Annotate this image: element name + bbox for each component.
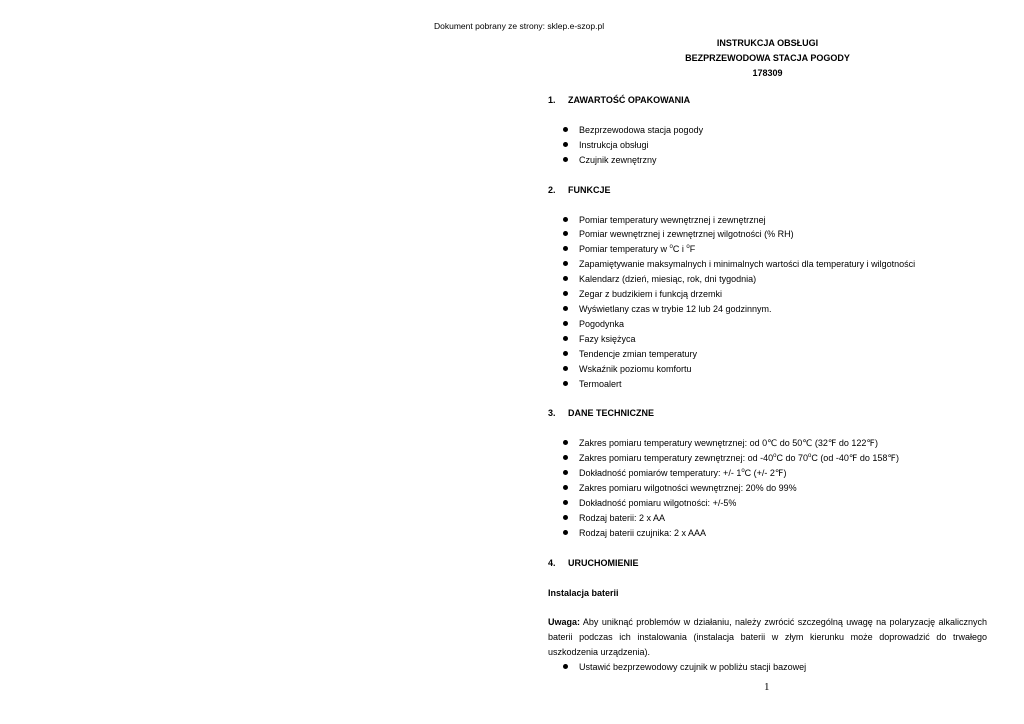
list-item	[548, 496, 987, 511]
list-item	[548, 123, 987, 138]
bullet-icon	[563, 157, 568, 162]
note-text: Aby uniknąć problemów w działaniu, należy zwrócić szczególną uwagę na polaryzację alkalicznych baterii podczas ich instalowania (instalacja baterii w złym kierunku może doprowadzić do trwałego uszkodzenia urządzenia).	[548, 617, 987, 658]
list-item-text: Wskaźnik poziomu komfortu	[579, 363, 692, 374]
bullet-list	[548, 123, 987, 168]
section-title: FUNKCJE	[568, 184, 611, 195]
section-number: 1.	[548, 95, 556, 105]
section-title: URUCHOMIENIE	[568, 557, 639, 568]
bullet-icon	[563, 231, 568, 236]
bullet-icon	[563, 142, 568, 147]
list-item-text: Pomiar temperatury wewnętrznej i zewnętrznej	[579, 214, 766, 225]
bullet-icon	[563, 127, 568, 132]
list-item	[548, 242, 987, 257]
list-item-text: Zapamiętywanie maksymalnych i minimalnych wartości dla temperatury i wilgotności	[579, 259, 916, 270]
bullet-icon	[563, 515, 568, 520]
note-label: Uwaga:	[548, 617, 581, 628]
bullet-list	[548, 213, 987, 392]
list-item	[548, 511, 987, 526]
list-item	[548, 377, 987, 392]
bullet-icon	[563, 217, 568, 222]
list-item-text: Dokładność pomiarów temperatury: +/- 1$^o$C (+/- 2℉)	[579, 468, 787, 479]
list-item-text: Bezprzewodowa stacja pogody	[579, 124, 704, 135]
list-item	[548, 317, 987, 332]
list-item	[548, 466, 987, 481]
document-body	[548, 93, 987, 690]
document-subtitle: BEZPRZEWODOWA STACJA POGODY	[685, 53, 850, 63]
bullet-icon	[563, 470, 568, 475]
list-item	[548, 332, 987, 347]
list-item-text: Rodzaj baterii czujnika: 2 x AAA	[579, 527, 707, 538]
list-item-text: Pomiar temperatury w $^o$C i $^o$F	[579, 244, 696, 255]
bullet-list	[548, 436, 987, 540]
list-item	[548, 660, 987, 675]
list-item	[548, 362, 987, 377]
list-item-text: Kalendarz (dzień, miesiąc, rok, dni tygodnia)	[579, 274, 757, 285]
list-item	[548, 227, 987, 242]
list-item	[548, 153, 987, 168]
bullet-icon	[563, 291, 568, 296]
section-heading	[548, 183, 987, 198]
list-item	[548, 347, 987, 362]
bullet-list	[548, 660, 987, 675]
list-item-text: Ustawić bezprzewodowy czujnik w pobliżu stacji bazowej	[579, 662, 807, 673]
bullet-icon	[563, 246, 568, 251]
list-item	[548, 302, 987, 317]
bullet-icon	[563, 261, 568, 266]
list-item-text: Zakres pomiaru temperatury wewnętrznej: od 0℃ do 50℃ (32℉ do 122℉)	[579, 438, 878, 449]
section-title: ZAWARTOŚĆ OPAKOWANIA	[568, 95, 691, 105]
section-heading	[548, 93, 987, 108]
subsection-heading: Instalacja baterii	[548, 587, 619, 598]
bullet-icon	[563, 276, 568, 281]
bullet-icon	[563, 440, 568, 445]
bullet-icon	[563, 664, 568, 669]
list-item-text: Tendencje zmian temperatury	[579, 348, 698, 359]
list-item-text: Pogodynka	[579, 318, 625, 329]
list-item	[548, 213, 987, 228]
document-title-block	[548, 36, 987, 81]
list-item	[548, 272, 987, 287]
list-item-text: Fazy księżyca	[579, 333, 636, 344]
bullet-icon	[563, 381, 568, 386]
list-item-text: Zakres pomiaru temperatury zewnętrznej: od -40$^o$C do 70$^o$C (od -40℉ do 158℉)	[579, 453, 899, 464]
bullet-icon	[563, 366, 568, 371]
bullet-icon	[563, 485, 568, 490]
list-item-text: Zakres pomiaru wilgotności wewnętrznej: 20% do 99%	[579, 483, 797, 494]
bullet-icon	[563, 351, 568, 356]
bullet-icon	[563, 455, 568, 460]
list-item	[548, 481, 987, 496]
list-item-text: Zegar z budzikiem i funkcją drzemki	[579, 289, 723, 300]
bullet-icon	[563, 336, 568, 341]
bullet-icon	[563, 321, 568, 326]
list-item	[548, 257, 987, 272]
section-heading	[548, 406, 987, 421]
section-number: 2.	[548, 184, 556, 195]
list-item	[548, 287, 987, 302]
list-item-text: Instrukcja obsługi	[579, 139, 649, 150]
list-item-text: Dokładność pomiaru wilgotności: +/-5%	[579, 497, 737, 508]
bullet-icon	[563, 306, 568, 311]
list-item	[548, 526, 987, 541]
section-number: 4.	[548, 557, 556, 568]
section-title: DANE TECHNICZNE	[568, 408, 655, 419]
list-item	[548, 138, 987, 153]
section-number: 3.	[548, 408, 556, 419]
warning-note	[548, 615, 987, 660]
page-number: 1	[764, 681, 770, 693]
list-item-text: Termoalert	[579, 378, 622, 389]
list-item-text: Pomiar wewnętrznej i zewnętrznej wilgotności (% RH)	[579, 229, 794, 240]
list-item	[548, 451, 987, 466]
source-note: Dokument pobrany ze strony: sklep.e-szop.pl	[434, 21, 605, 31]
list-item-text: Wyświetlany czas w trybie 12 lub 24 godzinnym.	[579, 303, 772, 314]
bullet-icon	[563, 500, 568, 505]
list-item-text: Czujnik zewnętrzny	[579, 154, 657, 165]
product-code: 178309	[752, 68, 783, 78]
bullet-icon	[563, 530, 568, 535]
list-item-text: Rodzaj baterii: 2 x AA	[579, 512, 666, 523]
list-item	[548, 436, 987, 451]
document-title: INSTRUKCJA OBSŁUGI	[716, 38, 819, 48]
section-heading	[548, 556, 987, 571]
